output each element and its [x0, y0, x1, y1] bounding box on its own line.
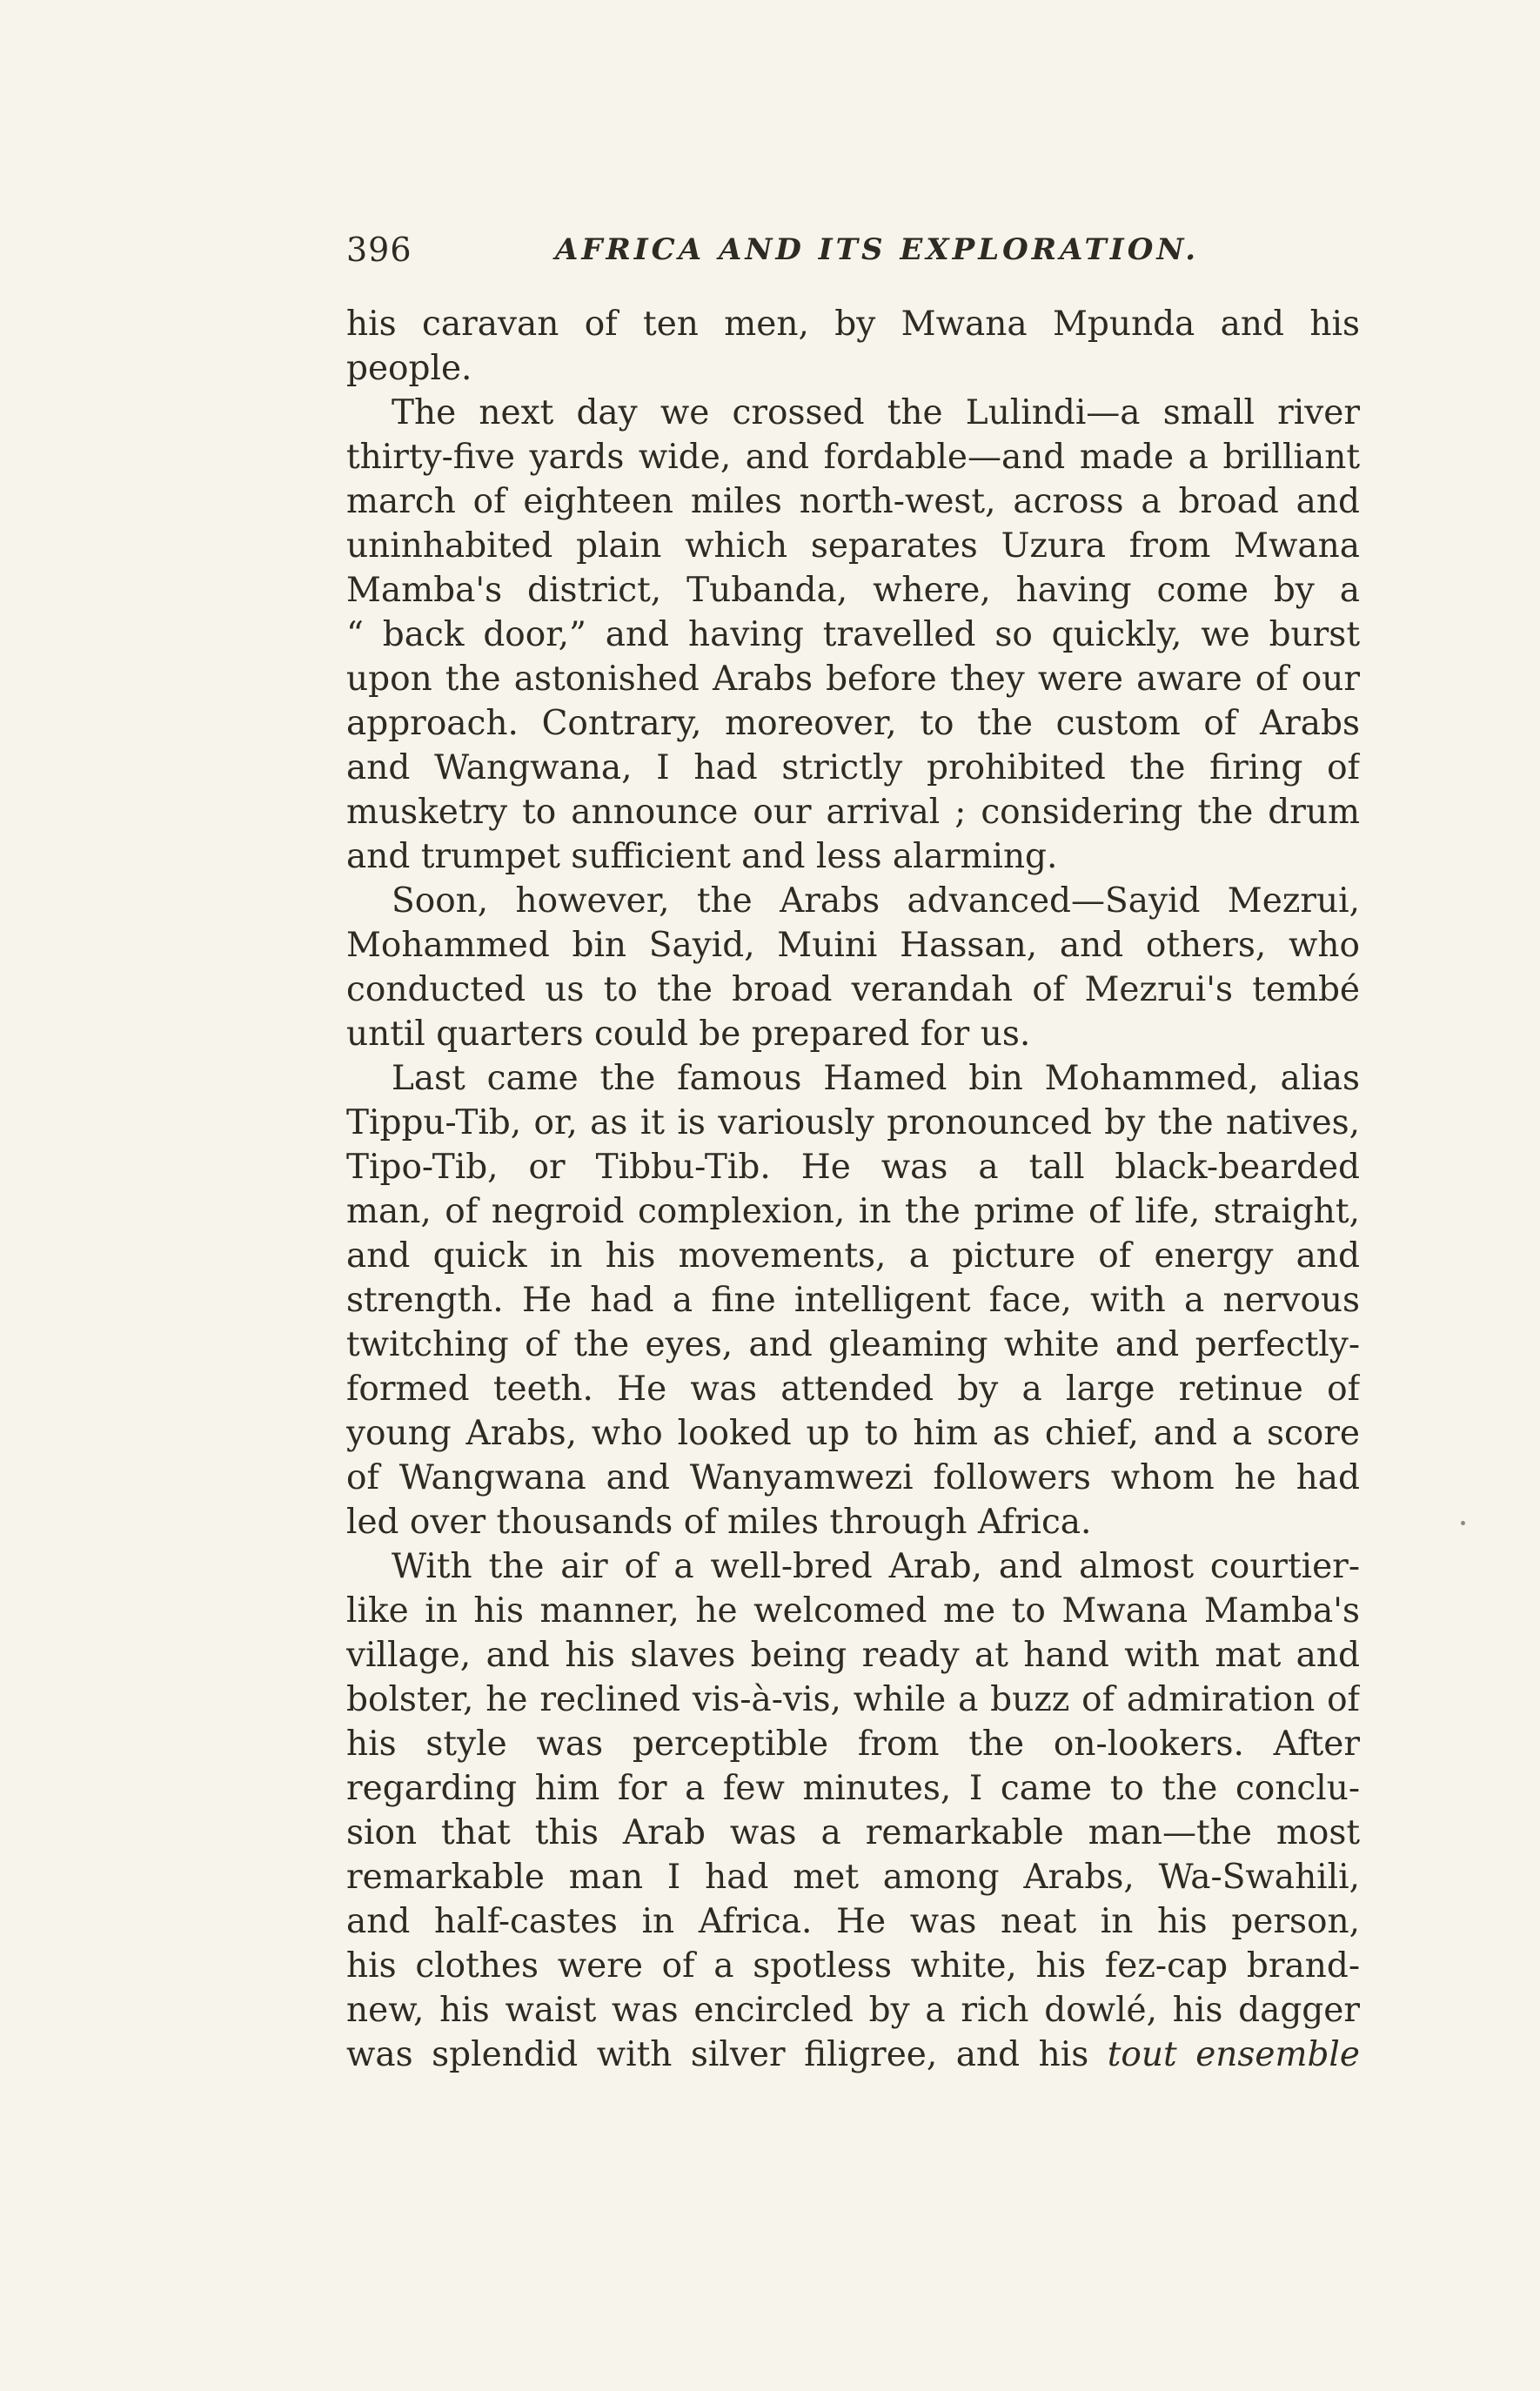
body-text	[346, 302, 1360, 2077]
text-line: bolster, he reclined vis-à-vis, while a buzz of admiration of	[346, 1680, 1360, 1719]
text-line: “ back door,” and having travelled so quickly, we burst	[346, 615, 1360, 654]
text-line: of Wangwana and Wanyamwezi followers whom he had	[346, 1458, 1360, 1497]
text-line: Soon, however, the Arabs advanced—Sayid Mezrui,	[392, 881, 1360, 921]
text-line: man, of negroid complexion, in the prime of life, straight,	[346, 1192, 1360, 1231]
text-line: Mamba's district, Tubanda, where, having come by a	[346, 571, 1360, 610]
text-line: regarding him for a few minutes, I came to the conclu-	[346, 1769, 1360, 1808]
text-line: his style was perceptible from the on-lookers. After	[346, 1725, 1360, 1764]
running-head	[346, 228, 1360, 271]
text-line: With the air of a well-bred Arab, and almost courtier-	[392, 1547, 1360, 1586]
text-line: conducted us to the broad verandah of Mezrui's tembé	[346, 970, 1360, 1009]
text-line: upon the astonished Arabs before they were aware of our	[346, 660, 1360, 699]
text-line: musketry to announce our arrival ; considering the drum	[346, 793, 1360, 832]
text-line: sion that this Arab was a remarkable man—the most	[346, 1813, 1360, 1852]
text-line: his clothes were of a spotless white, his fez-cap brand-	[346, 1946, 1360, 1986]
text-line: led over thousands of miles through Africa.	[346, 1503, 1092, 1542]
text-line: until quarters could be prepared for us.	[346, 1015, 1031, 1054]
text-line: young Arabs, who looked up to him as chief, and a score	[346, 1414, 1360, 1453]
text-line: remarkable man I had met among Arabs, Wa-Swahili,	[346, 1858, 1360, 1897]
italic-phrase: tout ensemble	[1107, 2035, 1360, 2074]
text-line: and quick in his movements, a picture of energy and	[346, 1236, 1360, 1276]
text-line: thirty-five yards wide, and fordable—and made a brilliant	[346, 438, 1360, 477]
text-line: uninhabited plain which separates Uzura from Mwana	[346, 526, 1360, 566]
stray-ink-mark	[1461, 1521, 1465, 1525]
text-line: and Wangwana, I had strictly prohibited the firing of	[346, 748, 1360, 787]
text-line: Last came the famous Hamed bin Mohammed, alias	[392, 1059, 1360, 1098]
text-line: new, his waist was encircled by a rich dowlé, his dagger	[346, 1991, 1360, 2030]
text-line: village, and his slaves being ready at hand with mat and	[346, 1636, 1360, 1675]
text-line: his caravan of ten men, by Mwana Mpunda and his	[346, 305, 1360, 344]
text-line: like in his manner, he welcomed me to Mwana Mamba's	[346, 1591, 1360, 1631]
running-title: AFRICA AND ITS EXPLORATION.	[555, 232, 1200, 267]
text-line: Tipo-Tib, or Tibbu-Tib. He was a tall black-bearded	[346, 1148, 1360, 1187]
text-line: The next day we crossed the Lulindi—a small river	[392, 393, 1360, 432]
text-line: approach. Contrary, moreover, to the custom of Arabs	[346, 704, 1360, 743]
text-line: and trumpet sufficient and less alarming.	[346, 837, 1058, 876]
text-line: was splendid with silver filigree, and his tout ensemble	[346, 2035, 1360, 2074]
text-line: formed teeth. He was attended by a large retinue of	[346, 1370, 1360, 1409]
text-line: strength. He had a fine intelligent face, with a nervous	[346, 1281, 1360, 1320]
text-line: march of eighteen miles north-west, across a broad and	[346, 482, 1360, 521]
text-line: people.	[346, 349, 472, 388]
page-number: 396	[346, 231, 412, 269]
text-line: Tippu-Tib, or, as it is variously pronounced by the natives,	[346, 1103, 1360, 1142]
text-line: and half-castes in Africa. He was neat in his person,	[346, 1902, 1360, 1941]
text-line: twitching of the eyes, and gleaming white and perfectly-	[346, 1325, 1360, 1364]
text-line: Mohammed bin Sayid, Muini Hassan, and others, who	[346, 926, 1360, 965]
